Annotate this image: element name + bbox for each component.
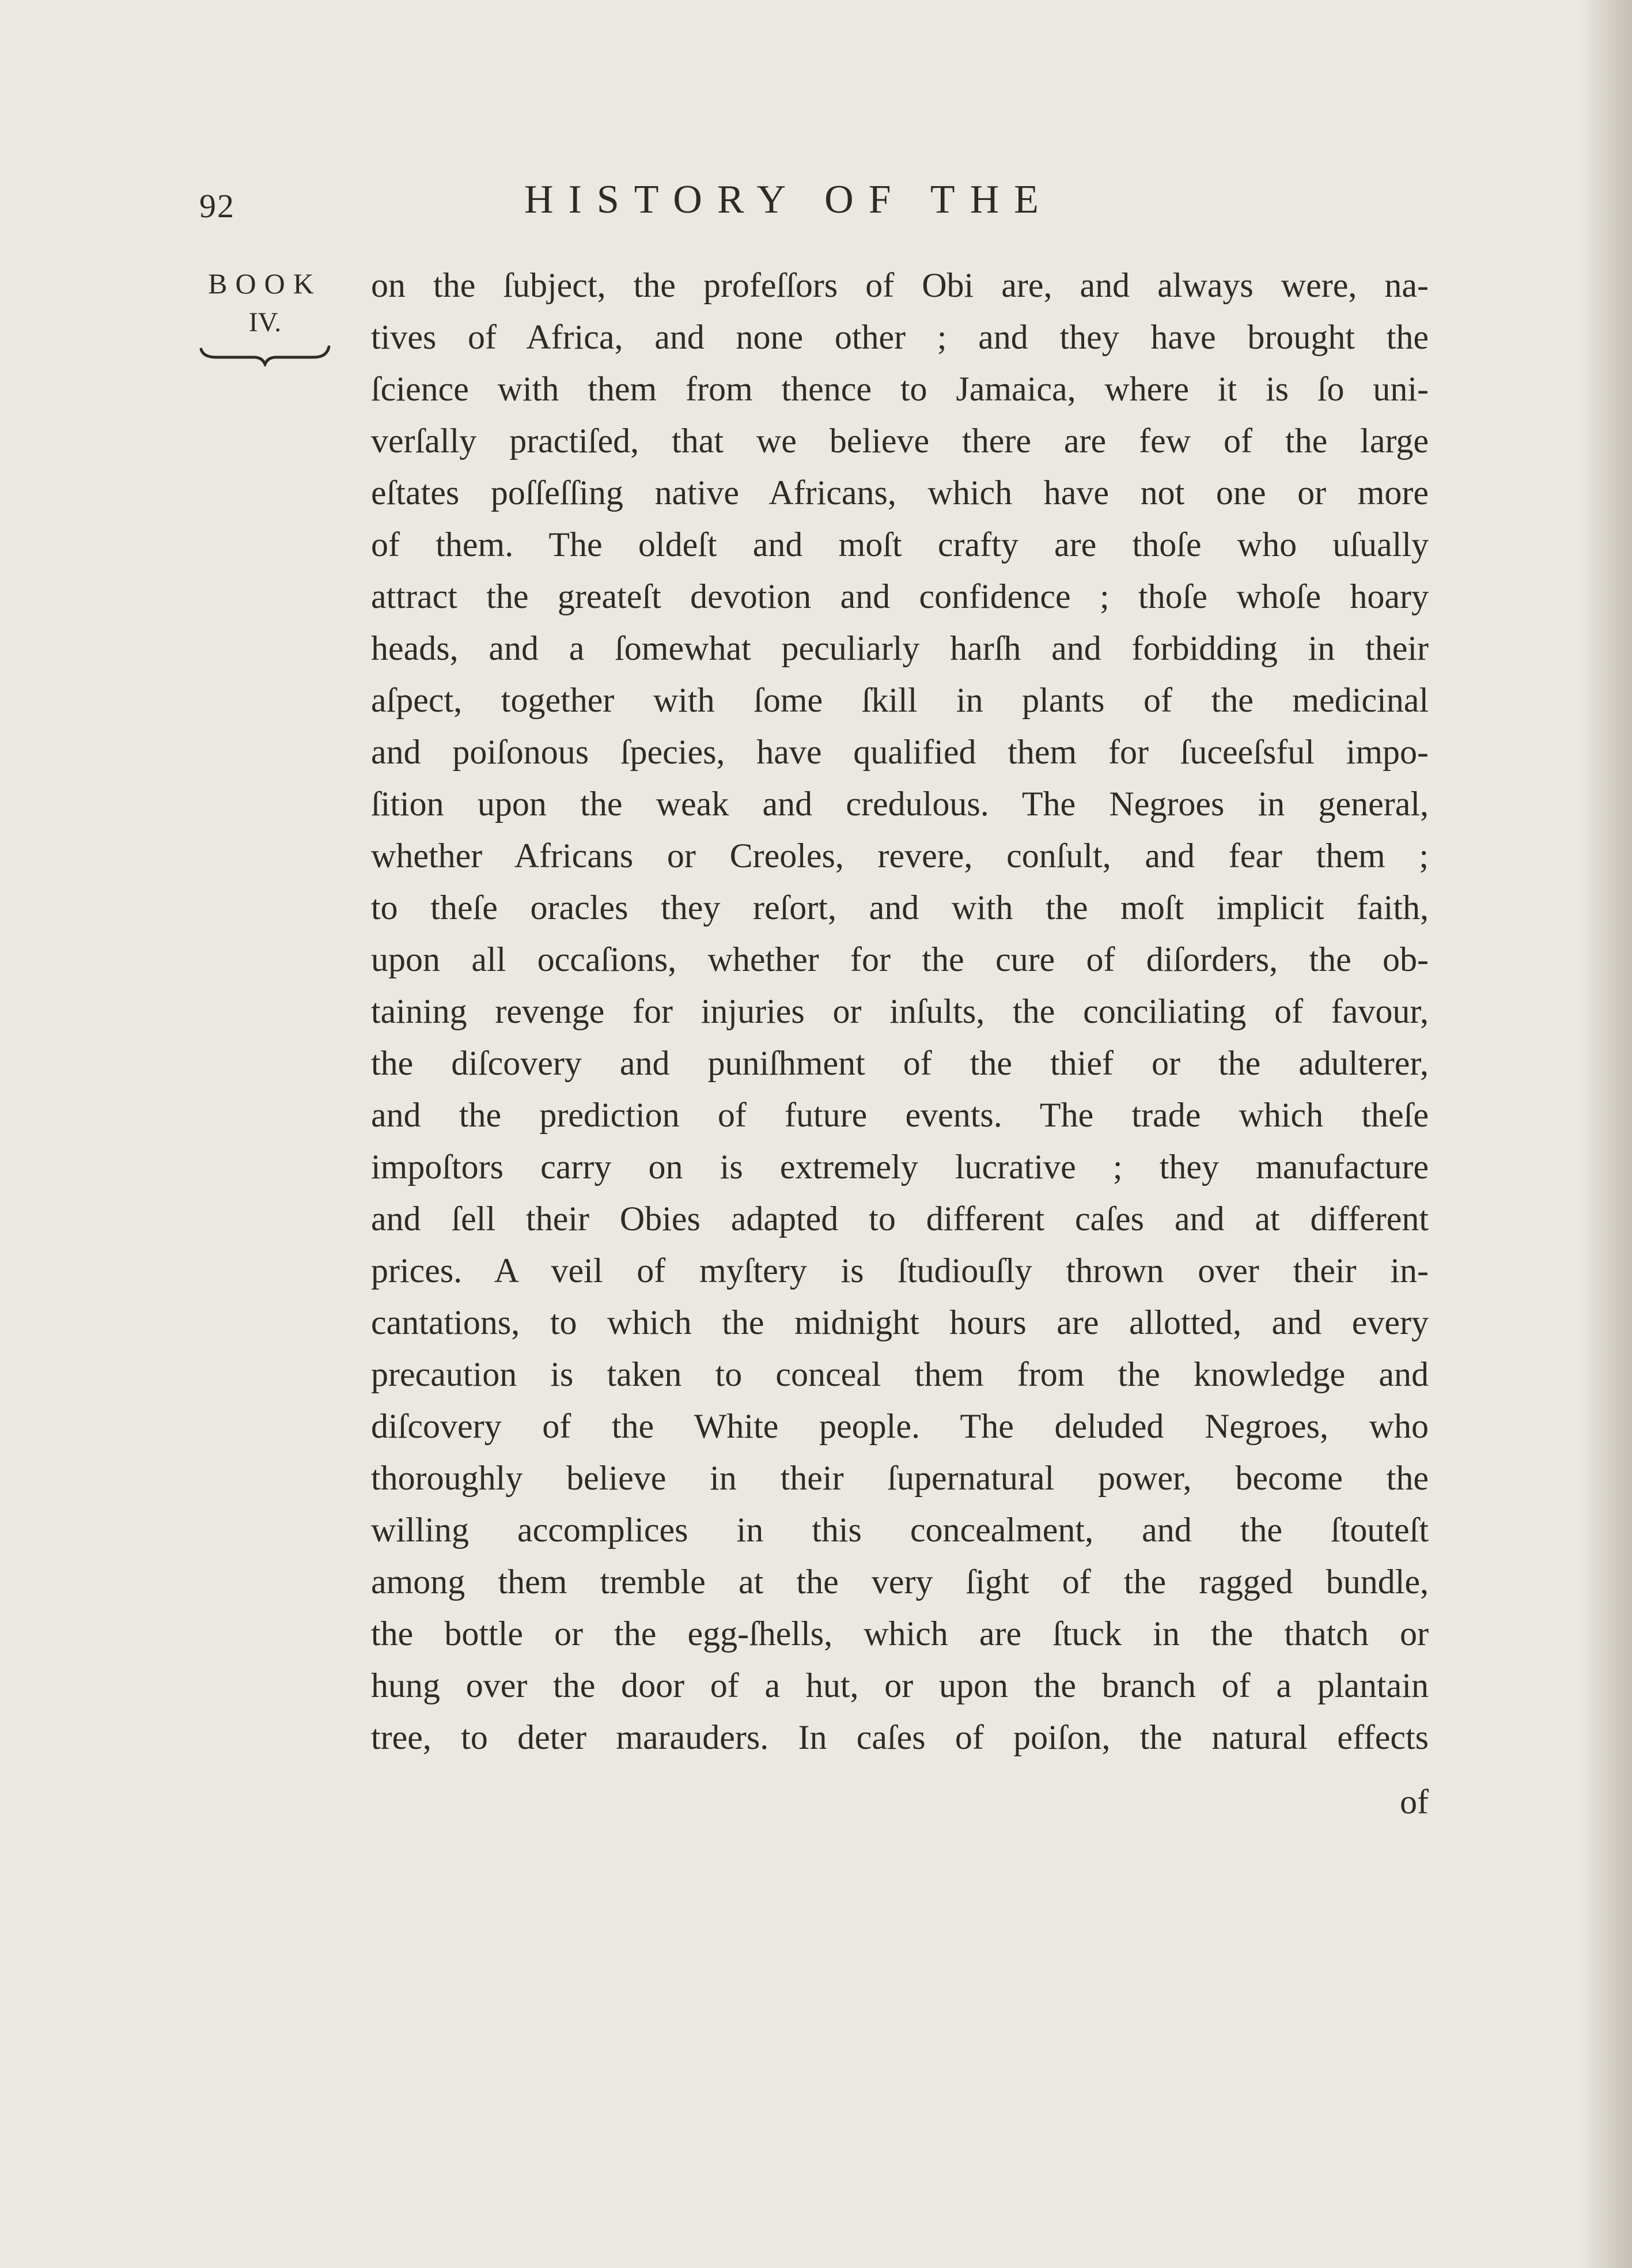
text-line: hung over the door of a hut, or upon the branch of a plantain	[371, 1666, 1429, 1704]
text-line: willing accomplices in this concealment, and the ſtouteſt	[371, 1511, 1429, 1549]
text-line: whether Africans or Creoles, revere, conſult, and fear them ;	[371, 837, 1429, 875]
text-line: ſition upon the weak and credulous. The Negroes in general,	[371, 785, 1429, 823]
text-line: ſcience with them from thence to Jamaica, where it is ſo uni-	[371, 370, 1429, 408]
text-line: to theſe oracles they reſort, and with the moſt implicit faith,	[371, 889, 1429, 927]
margin-note	[190, 259, 340, 366]
page-number: 92	[199, 187, 235, 225]
text-line: the bottle or the egg-ſhells, which are ſtuck in the thatch or	[371, 1615, 1429, 1653]
text-line: tives of Africa, and none other ; and they have brought the	[371, 318, 1429, 356]
text-line: thoroughly believe in their ſupernatural power, become the	[371, 1459, 1429, 1497]
text-line: aſpect, together with ſome ſkill in plants of the medicinal	[371, 681, 1429, 719]
text-line: of them. The oldeſt and moſt crafty are thoſe who uſually	[371, 526, 1429, 564]
catchword: of	[1400, 1783, 1429, 1821]
volume-label: IV.	[248, 307, 282, 338]
text-line: impoſtors carry on is extremely lucrative ; they manufacture	[371, 1148, 1429, 1186]
text-line: verſally practiſed, that we believe there are few of the large	[371, 422, 1429, 460]
book-label: BOOK	[208, 267, 322, 300]
text-line: among them tremble at the very ſight of the ragged bundle,	[371, 1563, 1429, 1601]
text-line: diſcovery of the White people. The deluded Negroes, who	[371, 1407, 1429, 1445]
text-line: eſtates poſſeſſing native Africans, which have not one or more	[371, 474, 1429, 512]
body-text	[371, 259, 1429, 1763]
text-line: and poiſonous ſpecies, have qualified them for ſuceeſsful impo-	[371, 733, 1429, 771]
text-line: the diſcovery and puniſhment of the thief or the adulterer,	[371, 1044, 1429, 1082]
text-line: and ſell their Obies adapted to different caſes and at different	[371, 1200, 1429, 1238]
text-line: upon all occaſions, whether for the cure of diſorders, the ob-	[371, 940, 1429, 978]
text-line: cantations, to which the midnight hours are allotted, and every	[371, 1303, 1429, 1341]
text-line: attract the greateſt devotion and confidence ; thoſe whoſe hoary	[371, 577, 1429, 615]
text-line: on the ſubject, the profeſſors of Obi are, and always were, na-	[371, 266, 1429, 304]
text-line: prices. A veil of myſtery is ſtudiouſly thrown over their in-	[371, 1252, 1429, 1290]
text-line: precaution is taken to conceal them from the knowledge and	[371, 1355, 1429, 1393]
text-line: tree, to deter marauders. In caſes of poiſon, the natural effects	[371, 1718, 1429, 1756]
text-line: taining revenge for injuries or inſults, the conciliating of favour,	[371, 992, 1429, 1030]
running-title: HISTORY OF THE	[524, 177, 1054, 222]
page-edge-shadow	[1580, 0, 1632, 2268]
text-line: and the prediction of future events. The trade which theſe	[371, 1096, 1429, 1134]
brace-ornament	[199, 343, 331, 366]
text-line: heads, and a ſomewhat peculiarly harſh and forbidding in their	[371, 629, 1429, 667]
